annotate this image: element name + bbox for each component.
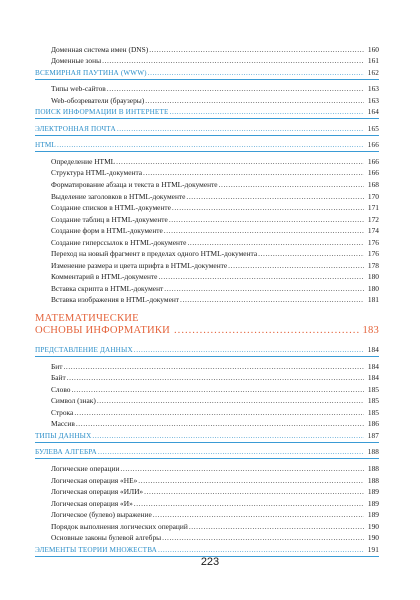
toc-entry bbox=[35, 235, 379, 247]
toc-entry bbox=[35, 281, 379, 293]
toc-section-www bbox=[35, 65, 379, 77]
toc-entry bbox=[35, 247, 379, 259]
toc-entry-page: 189 bbox=[367, 510, 379, 520]
toc-entry-title: Логическая операция «ИЛИ» bbox=[51, 487, 144, 497]
dot-leader bbox=[74, 409, 364, 417]
toc-entry bbox=[35, 531, 379, 543]
toc-entry-title: Изменение размера и цвета шрифта в HTML-документе bbox=[51, 260, 228, 270]
chapter-title-line1: МАТЕМАТИЧЕСКИЕ bbox=[35, 313, 139, 325]
toc-section-page: 184 bbox=[367, 346, 379, 355]
toc-entry bbox=[35, 212, 379, 224]
toc-entry-title: Основные законы булевой алгебры bbox=[51, 533, 162, 543]
toc-entry-page: 190 bbox=[367, 521, 379, 531]
toc-entry-page: 189 bbox=[367, 487, 379, 497]
dot-leader bbox=[71, 386, 364, 394]
toc-entry-title: Массив bbox=[51, 419, 75, 429]
toc-entry-page: 161 bbox=[367, 56, 379, 66]
toc-section-title: ЭЛЕМЕНТЫ ТЕОРИИ МНОЖЕСТВА bbox=[35, 545, 158, 554]
toc-entry-title: Доменные зоны bbox=[51, 56, 102, 66]
section-rule bbox=[35, 458, 379, 459]
toc-section-title: ВСЕМИРНАЯ ПАУТИНА (WWW) bbox=[35, 68, 147, 77]
dot-leader bbox=[134, 346, 364, 354]
toc-entry-title: Переход на новый фрагмент в пределах одного HTML-документа bbox=[51, 249, 258, 259]
dot-leader bbox=[186, 193, 364, 201]
toc-entry-page: 166 bbox=[367, 168, 379, 178]
dot-leader bbox=[174, 325, 358, 337]
section-rule bbox=[35, 135, 379, 136]
toc-section-title: ПРЕДСТАВЛЕНИЕ ДАННЫХ bbox=[35, 346, 133, 355]
toc-entry bbox=[35, 93, 379, 105]
section-rule bbox=[35, 356, 379, 357]
toc-entry-title: Создание форм в HTML-документе bbox=[51, 226, 163, 236]
toc-entry bbox=[35, 258, 379, 270]
toc-section-page: 187 bbox=[367, 431, 379, 440]
dot-leader bbox=[164, 227, 364, 235]
toc-entry-title: Вставка скрипта в HTML-документ bbox=[51, 283, 164, 293]
dot-leader bbox=[219, 181, 364, 189]
toc-section-page: 188 bbox=[367, 448, 379, 457]
toc-entry-page: 172 bbox=[367, 214, 379, 224]
dot-leader bbox=[164, 285, 364, 293]
toc-section-page: 164 bbox=[367, 108, 379, 117]
toc-section-page: 166 bbox=[367, 141, 379, 150]
toc-entry bbox=[35, 496, 379, 508]
toc-entry-title: Создание таблиц в HTML-документе bbox=[51, 214, 168, 224]
toc-entry-title: Типы web-сайтов bbox=[51, 84, 106, 94]
toc-section-set-theory bbox=[35, 542, 379, 554]
dot-leader bbox=[158, 273, 364, 281]
toc-entry-title: Слово bbox=[51, 384, 71, 394]
dot-leader bbox=[162, 534, 364, 542]
section-rule bbox=[35, 118, 379, 119]
toc-entry-page: 176 bbox=[367, 237, 379, 247]
chapter-page: 183 bbox=[362, 324, 379, 336]
toc-entry-page: 185 bbox=[367, 407, 379, 417]
toc-section-data-types bbox=[35, 428, 379, 440]
toc-entry-page: 176 bbox=[367, 249, 379, 259]
toc-entry-page: 188 bbox=[367, 463, 379, 473]
toc-section-search bbox=[35, 105, 379, 117]
dot-leader bbox=[117, 125, 364, 133]
toc-entry-title: Логические операции bbox=[51, 463, 120, 473]
toc-section-html bbox=[35, 138, 379, 150]
dot-leader bbox=[92, 432, 364, 440]
dot-leader bbox=[134, 500, 364, 508]
toc-section-page: 191 bbox=[367, 545, 379, 554]
toc-entry-title: Строка bbox=[51, 407, 74, 417]
toc-entry-page: 168 bbox=[367, 180, 379, 190]
dot-leader bbox=[57, 141, 364, 149]
toc-section-page: 165 bbox=[367, 124, 379, 133]
toc-entry bbox=[35, 54, 379, 66]
toc-entry-title: Порядок выполнения логических операций bbox=[51, 521, 188, 531]
toc-entry bbox=[35, 42, 379, 54]
dot-leader bbox=[228, 262, 364, 270]
dot-leader bbox=[138, 477, 364, 485]
toc-entry bbox=[35, 519, 379, 531]
dot-leader bbox=[98, 448, 364, 456]
toc-entry bbox=[35, 189, 379, 201]
toc-section-data-representation bbox=[35, 342, 379, 354]
dot-leader bbox=[107, 85, 364, 93]
toc-entry-page: 166 bbox=[367, 156, 379, 166]
toc-entry-page: 190 bbox=[367, 533, 379, 543]
dot-leader bbox=[145, 97, 364, 105]
toc-entry-page: 184 bbox=[367, 373, 379, 383]
dot-leader bbox=[189, 523, 364, 531]
dot-leader bbox=[153, 511, 364, 519]
toc-entry-title: Бит bbox=[51, 361, 63, 371]
toc-section-title: ЭЛЕКТРОННАЯ ПОЧТА bbox=[35, 124, 116, 133]
toc-entry-page: 170 bbox=[367, 191, 379, 201]
toc-entry bbox=[35, 473, 379, 485]
dot-leader bbox=[172, 204, 364, 212]
toc-entry-page: 188 bbox=[367, 475, 379, 485]
chapter-heading bbox=[35, 313, 379, 336]
section-rule bbox=[35, 151, 379, 152]
toc-entry-page: 184 bbox=[367, 361, 379, 371]
toc-entry-title: Комментарий в HTML-документе bbox=[51, 272, 158, 282]
toc-entry-page: 186 bbox=[367, 419, 379, 429]
toc-entry-title: Форматирование абзаца и текста в HTML-документе bbox=[51, 180, 218, 190]
toc-entry-title: Байт bbox=[51, 373, 66, 383]
toc-entry-title: Логическое (булево) выражение bbox=[51, 510, 152, 520]
toc-entry bbox=[35, 508, 379, 520]
toc-entry-title: Символ (знак) bbox=[51, 396, 96, 406]
toc-entry-page: 181 bbox=[367, 295, 379, 305]
toc-section-boolean-algebra bbox=[35, 445, 379, 457]
toc-entry-title: Логическая операция «И» bbox=[51, 498, 133, 508]
table-of-contents bbox=[35, 42, 379, 559]
dot-leader bbox=[158, 546, 364, 554]
toc-entry-page: 185 bbox=[367, 384, 379, 394]
toc-entry bbox=[35, 166, 379, 178]
toc-entry-title: Создание гиперссылок в HTML-документе bbox=[51, 237, 187, 247]
toc-entry-page: 189 bbox=[367, 498, 379, 508]
toc-entry-title: Создание списков в HTML-документе bbox=[51, 203, 171, 213]
dot-leader bbox=[187, 239, 364, 247]
toc-section-email bbox=[35, 121, 379, 133]
toc-entry bbox=[35, 371, 379, 383]
chapter-title-line2: ОСНОВЫ ИНФОРМАТИКИ bbox=[35, 324, 171, 336]
dot-leader bbox=[149, 46, 364, 54]
toc-entry bbox=[35, 270, 379, 282]
toc-entry-title: Вставка изображения в HTML-документ bbox=[51, 295, 180, 305]
toc-entry-title: Определение HTML bbox=[51, 156, 116, 166]
toc-entry-page: 178 bbox=[367, 260, 379, 270]
toc-entry bbox=[35, 405, 379, 417]
dot-leader bbox=[116, 158, 364, 166]
toc-entry-title: Выделение заголовков в HTML-документе bbox=[51, 191, 186, 201]
toc-entry-page: 180 bbox=[367, 272, 379, 282]
dot-leader bbox=[102, 57, 364, 65]
toc-entry bbox=[35, 417, 379, 429]
toc-entry-page: 180 bbox=[367, 283, 379, 293]
toc-entry bbox=[35, 461, 379, 473]
dot-leader bbox=[63, 363, 364, 371]
toc-section-title: ТИПЫ ДАННЫХ bbox=[35, 431, 92, 440]
toc-entry-title: Доменная система имен (DNS) bbox=[51, 44, 149, 54]
toc-entry bbox=[35, 177, 379, 189]
toc-entry-title: Web-обозреватели (браузеры) bbox=[51, 95, 145, 105]
toc-entry-page: 174 bbox=[367, 226, 379, 236]
toc-entry bbox=[35, 201, 379, 213]
toc-section-title: ПОИСК ИНФОРМАЦИИ В ИНТЕРНЕТЕ bbox=[35, 108, 169, 117]
toc-entry bbox=[35, 82, 379, 94]
dot-leader bbox=[148, 69, 364, 77]
toc-entry bbox=[35, 154, 379, 166]
dot-leader bbox=[76, 420, 364, 428]
section-rule bbox=[35, 79, 379, 80]
chapter-title-line2-row bbox=[35, 325, 379, 337]
dot-leader bbox=[169, 216, 364, 224]
dot-leader bbox=[97, 397, 364, 405]
toc-entry bbox=[35, 224, 379, 236]
toc-entry bbox=[35, 394, 379, 406]
toc-entry bbox=[35, 485, 379, 497]
toc-entry-title: Логическая операция «НЕ» bbox=[51, 475, 138, 485]
toc-entry bbox=[35, 293, 379, 305]
section-rule bbox=[35, 442, 379, 443]
toc-section-title: БУЛЕВА АЛГЕБРА bbox=[35, 448, 97, 457]
dot-leader bbox=[180, 296, 364, 304]
toc-entry bbox=[35, 382, 379, 394]
toc-entry-page: 171 bbox=[367, 203, 379, 213]
toc-section-page: 162 bbox=[367, 68, 379, 77]
toc-entry-page: 163 bbox=[367, 95, 379, 105]
toc-entry-page: 163 bbox=[367, 84, 379, 94]
toc-entry bbox=[35, 359, 379, 371]
dot-leader bbox=[67, 374, 364, 382]
toc-entry-page: 160 bbox=[367, 44, 379, 54]
dot-leader bbox=[143, 169, 364, 177]
dot-leader bbox=[170, 108, 364, 116]
dot-leader bbox=[120, 465, 364, 473]
toc-entry-title: Структура HTML-документа bbox=[51, 168, 143, 178]
toc-entry-page: 185 bbox=[367, 396, 379, 406]
dot-leader bbox=[144, 488, 364, 496]
toc-section-title: HTML bbox=[35, 141, 56, 150]
dot-leader bbox=[258, 250, 364, 258]
page-number: 223 bbox=[200, 556, 220, 568]
